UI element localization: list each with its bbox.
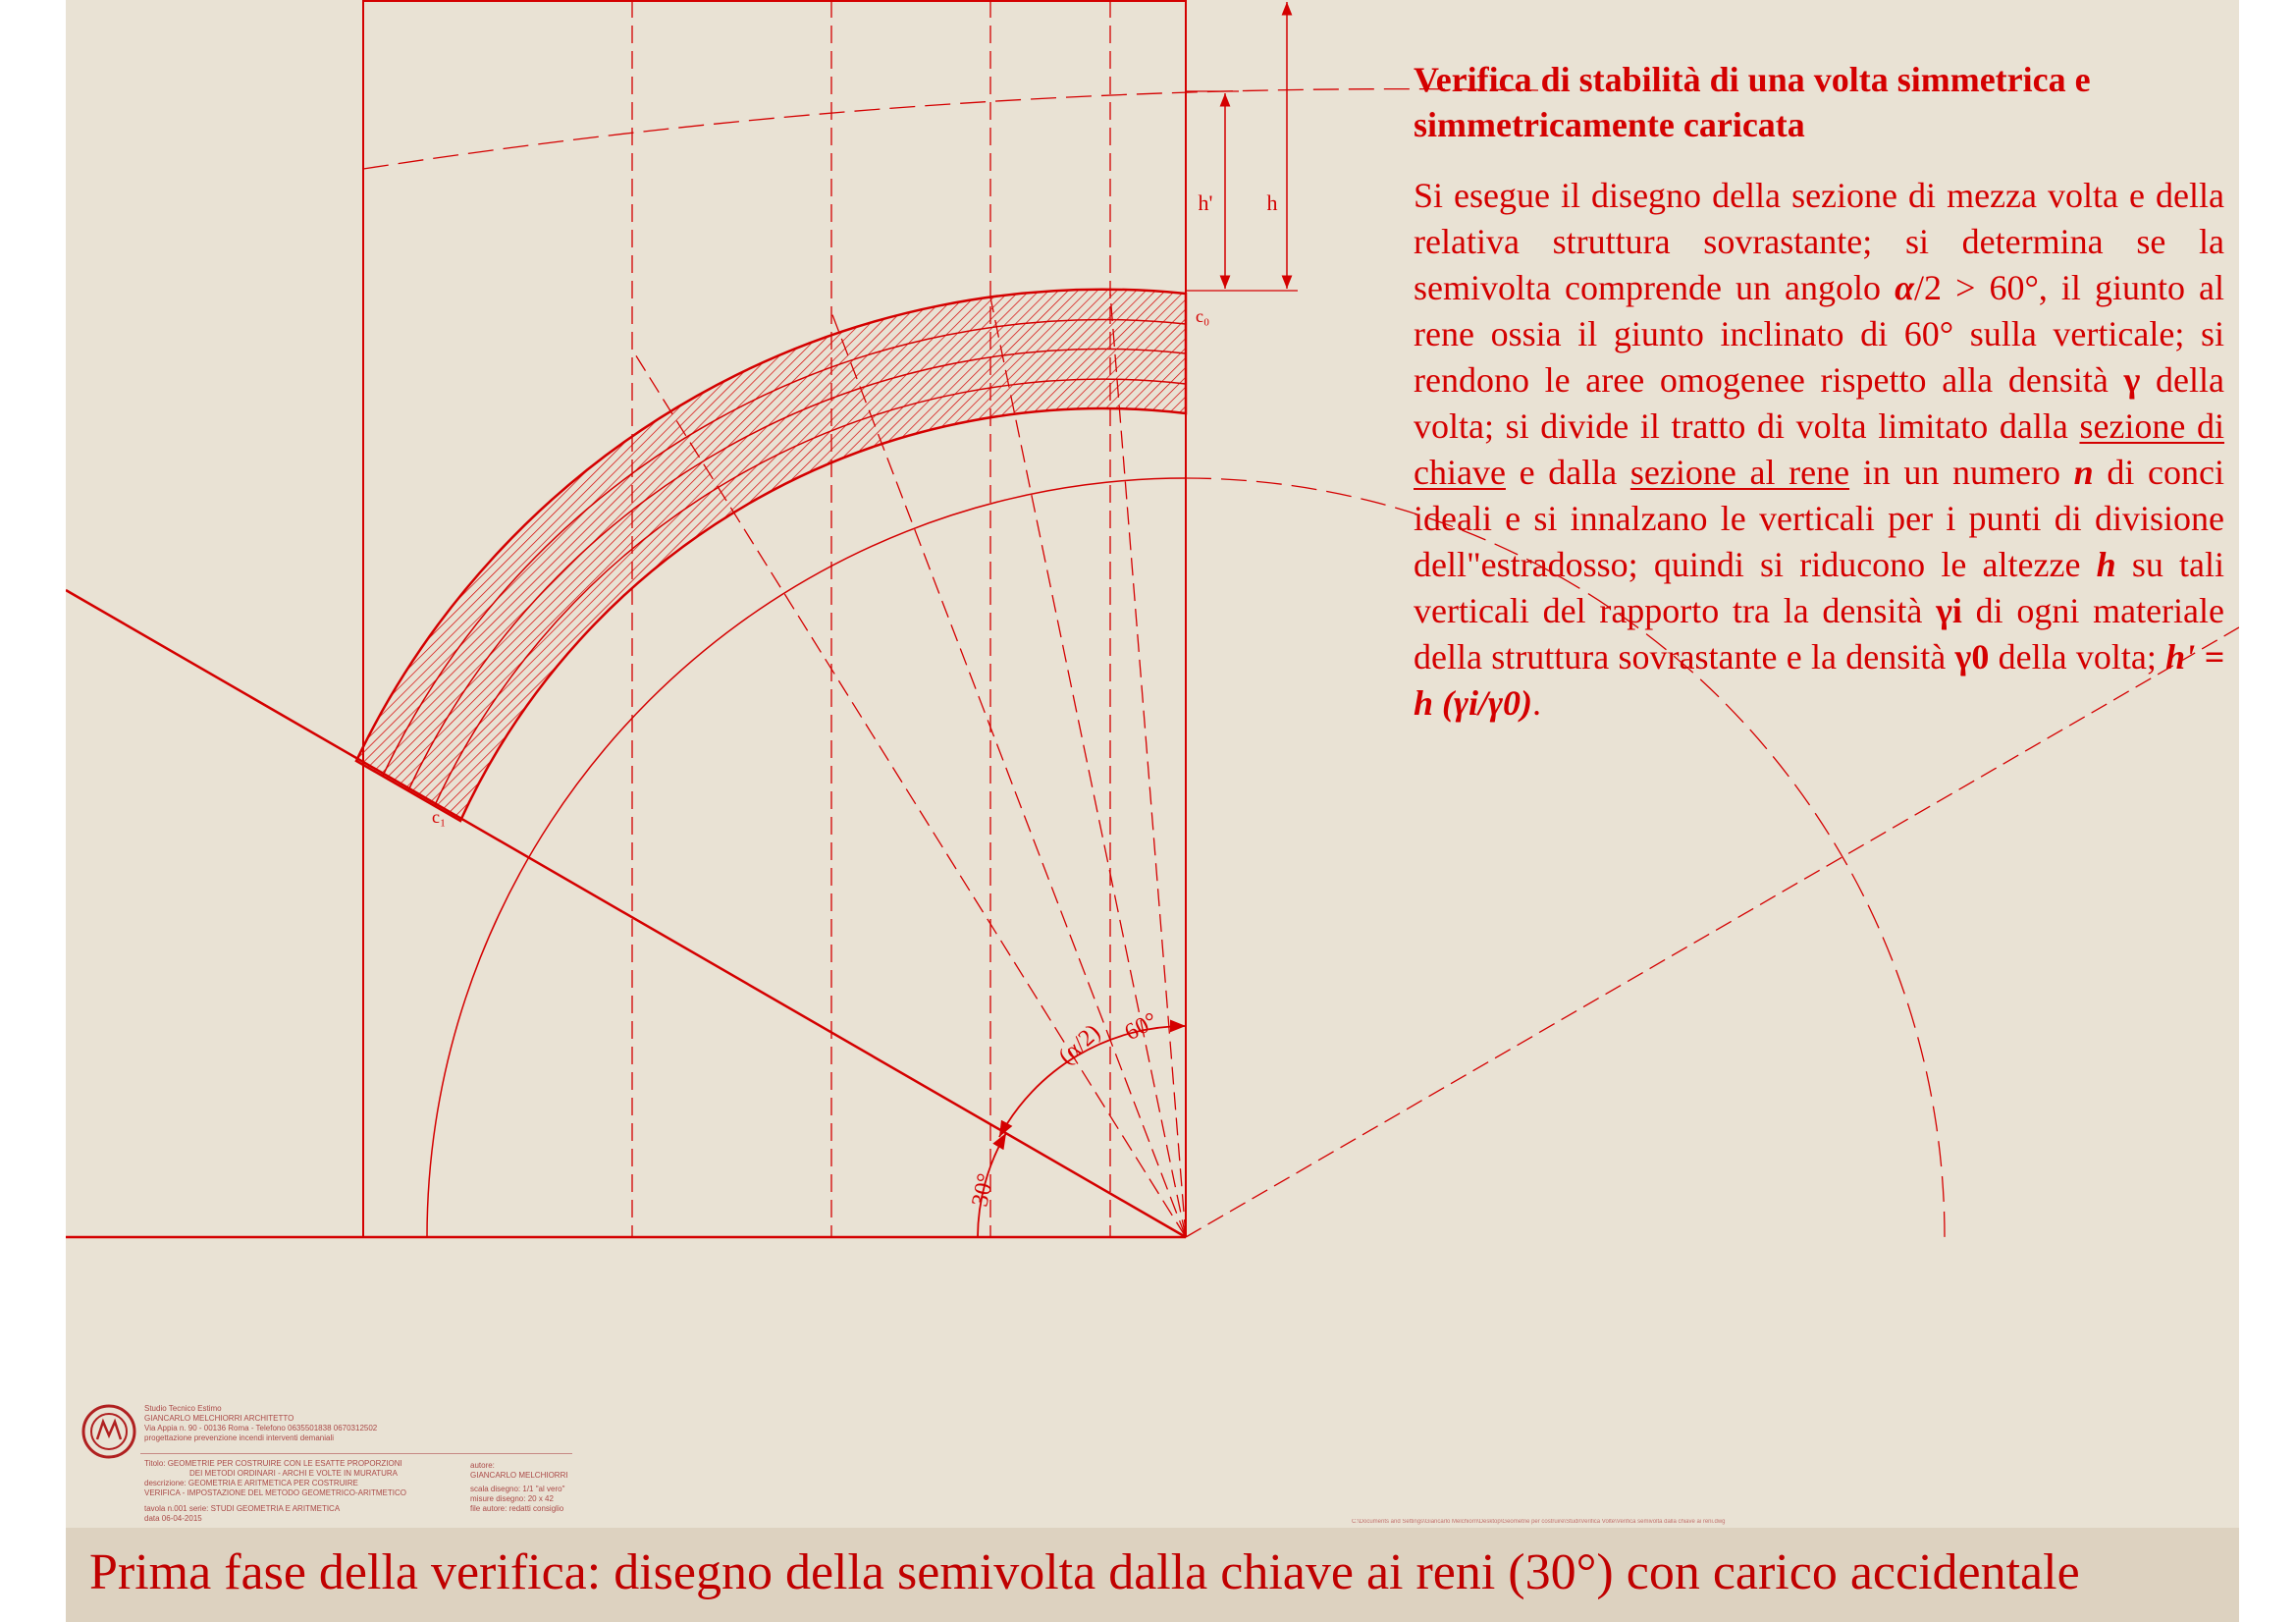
radial-line-4	[1110, 294, 1186, 1237]
title-block	[76, 1402, 625, 1525]
n-symbol: n	[2073, 453, 2094, 492]
tb-line2: GIANCARLO MELCHIORRI ARCHITETTO	[144, 1414, 294, 1423]
tb-line13: scala disegno: 1/1 "al vero"	[470, 1485, 565, 1493]
drawing-sheet	[66, 0, 2239, 1622]
gamma-symbol: γ	[2123, 360, 2141, 400]
file-path-text: C:\Documents and Settings\Giancarlo Melchiorri\Desktop\Geometrie per costruire\Studi\Verifica Volte\Verifica semivolta dalla chiave ai reni.dwg	[1352, 1519, 1726, 1525]
tb-line9: tavola n.001 serie: STUDI GEOMETRIA E ARITMETICA	[144, 1504, 341, 1513]
body-p1: Si esegue il disegno della sezione di mezza volta e della relativa struttura sovrastante; si determina se la semivolta comprende un angolo	[1414, 176, 2224, 307]
body-p6: di conci ideali e si innalzano le verticali per i punti di divisione dell"estradosso; quindi si riducono le altezze	[1414, 453, 2224, 584]
tb-line4: progettazione prevenzione incendi interventi demaniali	[144, 1433, 335, 1442]
label-c1: c₁	[432, 807, 447, 827]
vault-section-hatch	[356, 290, 1186, 821]
body-p5: in un numero	[1849, 453, 2074, 492]
title-block-divider	[140, 1453, 572, 1454]
body-paragraph	[1414, 173, 2224, 727]
tb-line6: DEI METODI ORDINARI - ARCHI E VOLTE IN MURATURA	[189, 1469, 399, 1478]
tb-line7: descrizione: GEOMETRIA E ARITMETICA PER COSTRUIRE	[144, 1479, 358, 1487]
alpha-symbol: α	[1895, 268, 1915, 307]
body-p9: della volta;	[1989, 637, 2166, 676]
tb-line10: data 06-04-2015	[144, 1514, 202, 1523]
tb-line3: Via Appia n. 90 - 00136 Roma - Telefono 0635501838 0670312502	[144, 1424, 378, 1433]
link-sezione-di-chiave: sezione di chiave	[1414, 406, 2225, 492]
tb-line8: VERIFICA - IMPOSTAZIONE DEL METODO GEOMETRICO-ARITMETICO	[144, 1488, 406, 1497]
studio-logo-icon	[80, 1402, 138, 1461]
gamma-i-symbol: γi	[1936, 591, 1962, 630]
formula-lhs: h' = h	[1414, 637, 2224, 723]
caption-band	[66, 1528, 2239, 1622]
formula-rhs: (γi/γ0)	[1442, 683, 1532, 723]
body-p4: e dalla	[1505, 453, 1630, 492]
label-h-prime: h'	[1198, 190, 1213, 215]
tb-line12: GIANCARLO MELCHIORRI	[470, 1471, 568, 1480]
label-h: h	[1266, 190, 1278, 215]
radial-line-2	[831, 312, 1186, 1237]
body-p2: /2 > 60°, il giunto al rene ossia il giunto inclinato di 60° sulla verticale; si rendono le aree omogenee rispetto alla densità	[1414, 268, 2224, 400]
h-symbol: h	[2096, 545, 2116, 584]
body-p10: .	[1531, 683, 1541, 723]
tb-line5: Titolo: GEOMETRIE PER COSTRUIRE CON LE ESATTE PROPORZIONI	[144, 1459, 402, 1468]
slide-caption: Prima fase della verifica: disegno della semivolta dalla chiave ai reni (30°) con carico accidentale	[89, 1544, 2080, 1600]
description-text-block	[1414, 57, 2224, 727]
tb-line11: autore:	[470, 1461, 495, 1470]
extrados-curve	[363, 89, 1538, 169]
label-c0: c₀	[1196, 306, 1210, 326]
tb-line14: misure disegno: 20 x 42	[470, 1494, 554, 1503]
radial-line-3	[990, 297, 1186, 1237]
label-60deg: 60°	[1120, 1007, 1162, 1047]
label-30deg: 30°	[967, 1170, 999, 1210]
tb-line1: Studio Tecnico Estimo	[144, 1404, 222, 1413]
heading: Verifica di stabilità di una volta simmetrica e simmetricamente caricata	[1414, 60, 2091, 144]
link-sezione-al-rene: sezione al rene	[1629, 453, 1850, 492]
joint-line-30deg	[66, 590, 1186, 1237]
gamma-0-symbol: γ0	[1954, 637, 1990, 676]
tb-line15: file autore: redatti consiglio	[470, 1504, 564, 1513]
label-alpha-half: (α/2)	[1053, 1019, 1106, 1070]
body-p7: su tali verticali del rapporto tra la densità	[1414, 545, 2224, 630]
body-p3: della volta; si divide il tratto di volta limitato dalla	[1414, 360, 2224, 446]
body-p8: di ogni materiale della struttura sovrastante e la densità	[1414, 591, 2224, 676]
